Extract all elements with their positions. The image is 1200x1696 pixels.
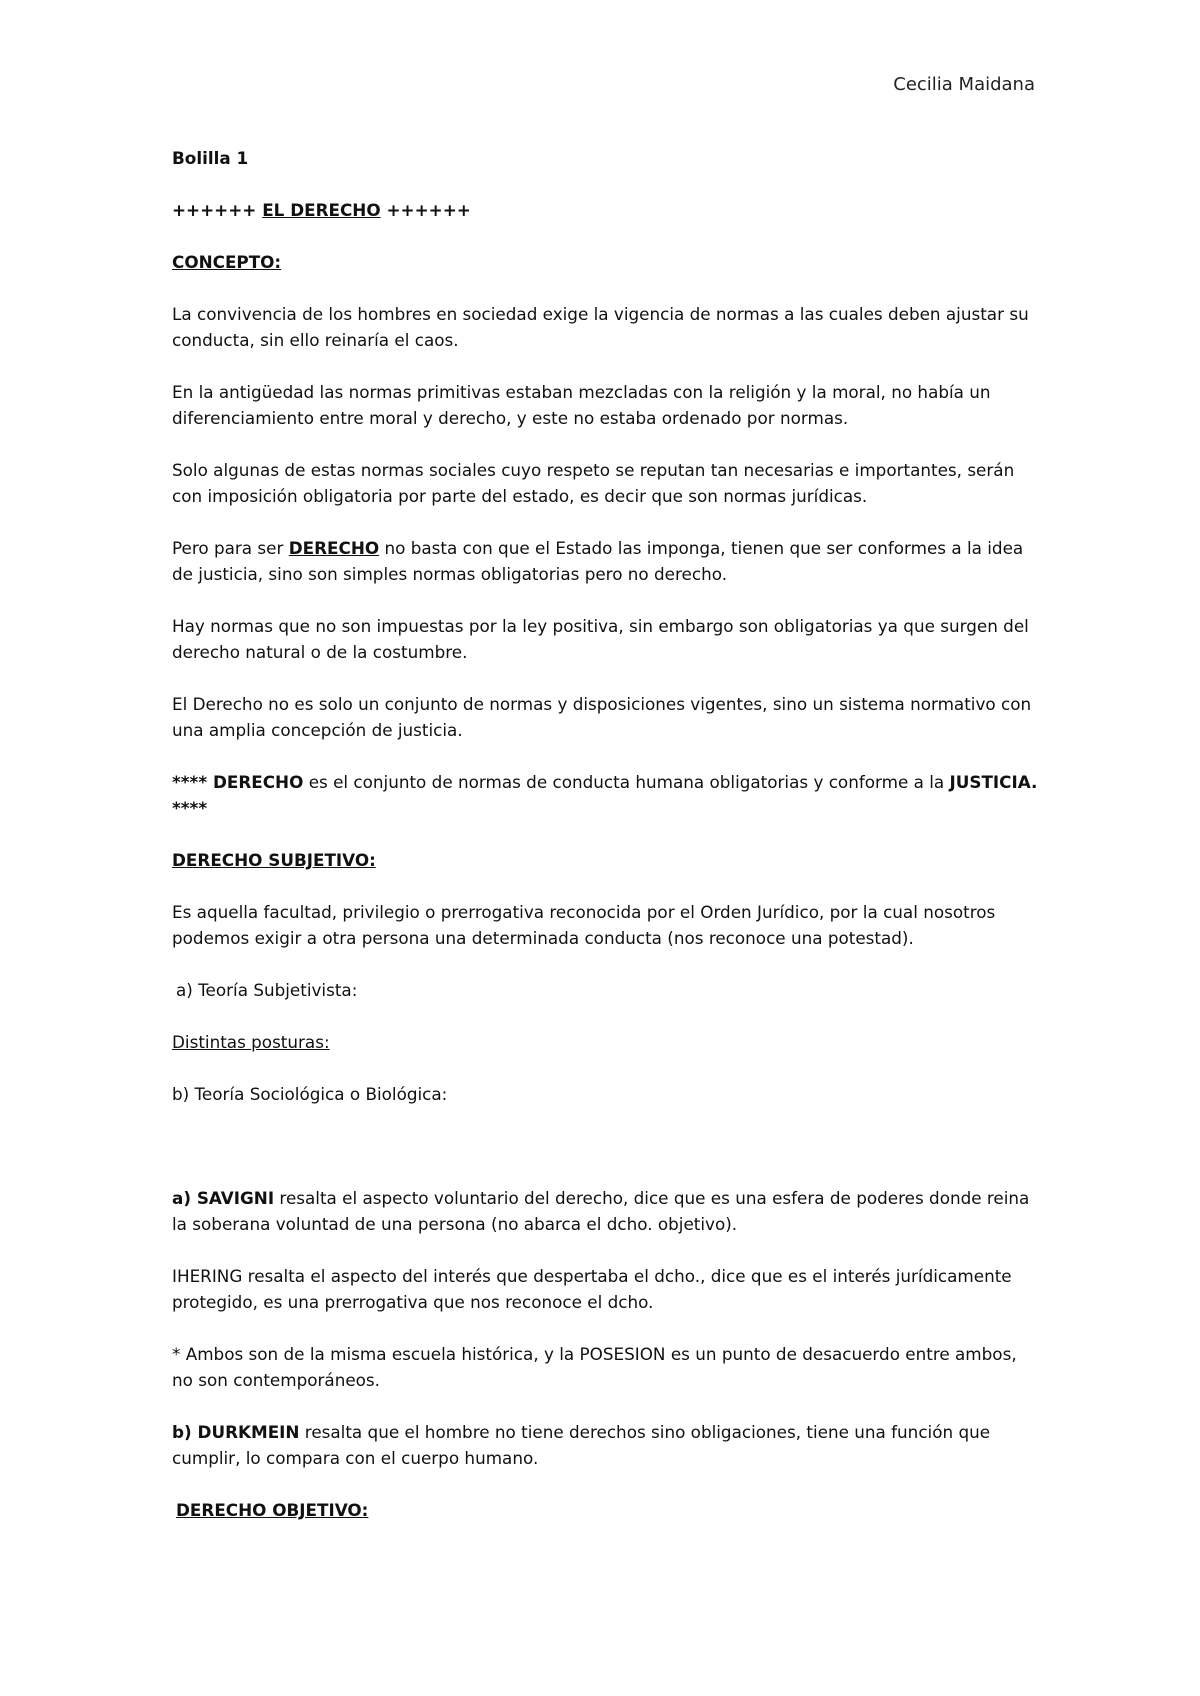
subjetivo-heading: DERECHO SUBJETIVO: — [172, 850, 376, 870]
distintas-posturas: Distintas posturas: — [172, 1032, 330, 1052]
title-prefix: ++++++ — [172, 200, 263, 220]
header-author: Cecilia Maidana — [893, 74, 1035, 95]
document-title — [172, 197, 1042, 223]
definition-derecho-keyword: DERECHO — [212, 772, 304, 792]
paragraph-normas-no-impuestas: Hay normas que no son impuestas por la ley positiva, sin embargo son obligatorias ya que surgen del derecho natural o de la costumbre. — [172, 616, 1029, 662]
savigni-label: a) SAVIGNI — [172, 1188, 275, 1208]
blank-spacer — [172, 1133, 1042, 1185]
paragraph-ihering: IHERING resalta el aspecto del interés que despertaba el dcho., dice que es el interés jurídicamente protegido, es una prerrogativa que nos reconoce el dcho. — [172, 1266, 1012, 1312]
durkmein-label: b) DURKMEIN — [172, 1422, 300, 1442]
bolilla-heading: Bolilla 1 — [172, 148, 249, 168]
paragraph-ambos: * Ambos son de la misma escuela histórica, y la POSESION es un punto de desacuerdo entre ambos, no son contemporáneos. — [172, 1344, 1017, 1390]
paragraph-convivencia: La convivencia de los hombres en sociedad exige la vigencia de normas a las cuales deben ajustar su conducta, sin ello reinaría el caos. — [172, 304, 1029, 350]
paragraph-savigni: a) SAVIGNI resalta el aspecto voluntario del derecho, dice que es una esfera de poderes donde reina la soberana voluntad de una persona (no abarca el dcho. objetivo). — [172, 1188, 1030, 1234]
justicia-keyword: JUSTICIA. **** — [172, 772, 1038, 818]
paragraph-normas-sociales: Solo algunas de estas normas sociales cuyo respeto se reputan tan necesarias e importantes, serán con imposición obligatoria por parte del estado, es decir que son normas jurídicas. — [172, 460, 1015, 506]
teoria-subjetivista: a) Teoría Subjetivista: — [176, 980, 358, 1000]
objetivo-heading: DERECHO OBJETIVO: — [176, 1500, 369, 1520]
concepto-heading: CONCEPTO: — [172, 252, 282, 272]
definition-derecho: **** DERECHO es el conjunto de normas de conducta humana obligatorias y conforme a la JUSTICIA. **** — [172, 772, 1038, 818]
teoria-sociologica: b) Teoría Sociológica o Biológica: — [172, 1084, 448, 1104]
paragraph-facultad: Es aquella facultad, privilegio o prerrogativa reconocida por el Orden Jurídico, por la cual nosotros podemos exigir a otra persona una determinada conducta (nos reconoce una potestad). — [172, 902, 996, 948]
document-body — [172, 145, 1042, 1549]
derecho-keyword: DERECHO — [288, 538, 380, 558]
paragraph-durkmein: b) DURKMEIN resalta que el hombre no tiene derechos sino obligaciones, tiene una función que cumplir, lo compara con el cuerpo humano. — [172, 1422, 991, 1468]
paragraph-ser-derecho: Pero para ser DERECHO no basta con que el Estado las imponga, tienen que ser conformes a la idea de justicia, sino son simples normas obligatorias pero no derecho. — [172, 538, 1024, 584]
title-main: EL DERECHO — [262, 200, 381, 220]
paragraph-sistema-normativo: El Derecho no es solo un conjunto de normas y disposiciones vigentes, sino un sistema normativo con una amplia concepción de justicia. — [172, 694, 1032, 740]
paragraph-antiguedad: En la antigüedad las normas primitivas estaban mezcladas con la religión y la moral, no había un diferenciamiento entre moral y derecho, y este no estaba ordenado por normas. — [172, 382, 991, 428]
title-suffix: ++++++ — [380, 200, 471, 220]
